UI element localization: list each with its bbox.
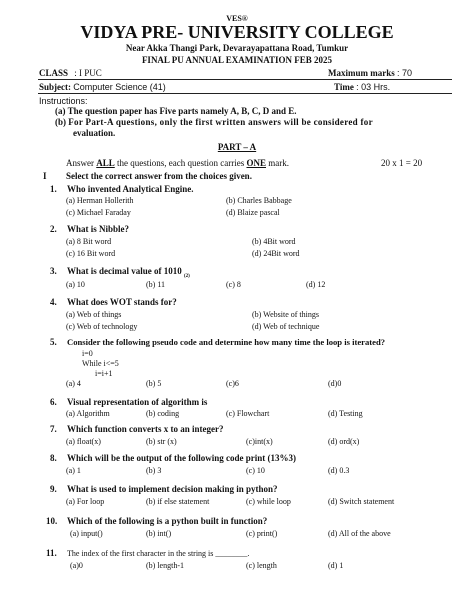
question-number: 4. [50, 297, 57, 307]
time-info [334, 82, 390, 92]
base-subscript: (2) [184, 273, 190, 279]
option: (d) Testing [328, 409, 363, 418]
max-marks-label: Maximum marks [328, 68, 395, 78]
subject-label: Subject: [39, 82, 71, 92]
instruction-text: For Part-A questions, only the first written answers will be considered for [68, 117, 373, 127]
society-mark: VES® [226, 14, 248, 23]
exam-title: FINAL PU ANNUAL EXAMINATION FEB 2025 [141, 55, 333, 65]
option: (c)int(x) [246, 437, 273, 446]
section-marker: I [43, 171, 47, 181]
question-1 [50, 184, 194, 194]
option: (d) Blaize pascal [226, 208, 280, 217]
question-text: What is Nibble? [67, 224, 130, 234]
question-7 [50, 424, 224, 434]
option: (d) ord(x) [328, 437, 360, 446]
question-5 [50, 337, 385, 347]
option: (b) 3 [146, 466, 162, 475]
question-number: 5. [50, 337, 57, 347]
question-number: 9. [50, 484, 57, 494]
code-line: i=i+1 [95, 369, 113, 378]
option: (b) int() [146, 529, 172, 538]
option: (c) print() [246, 529, 278, 538]
option: (c) 10 [246, 466, 265, 475]
option: (c) Michael Faraday [66, 208, 131, 217]
option: (b) Website of things [252, 310, 319, 319]
code-line: While i<=5 [82, 359, 119, 368]
max-marks [328, 68, 412, 78]
question-number: 1. [50, 184, 57, 194]
question-4 [50, 297, 177, 307]
option: (d) 24Bit word [252, 249, 300, 258]
question-8 [50, 453, 296, 463]
instruction-marker: (a) [55, 106, 66, 116]
option: (a) 8 Bit word [66, 237, 112, 246]
part-instruction-text: the questions, each question carries [114, 158, 247, 168]
question-number: 10. [46, 516, 58, 526]
option: (b) str (x) [146, 437, 177, 446]
instruction-b-continued: evaluation. [73, 128, 116, 138]
emphasis-all: ALL [96, 158, 115, 168]
question-text: What does WOT stands for? [67, 297, 177, 307]
question-text: Visual representation of algorithm is [67, 397, 208, 407]
option: (c) 8 [226, 280, 241, 289]
option: (a) Web of things [66, 310, 122, 319]
class-value: : I PUC [74, 68, 102, 78]
question-text: What is used to implement decision making in python? [67, 484, 278, 494]
question-text: The index of the first character in the string is ________. [67, 549, 250, 558]
college-address: Near Akka Thangi Park, Devarayapattana Road, Tumkur [125, 43, 349, 53]
part-title: PART – A [217, 142, 257, 152]
question-number: 2. [50, 224, 57, 234]
part-instruction-text: Answer [66, 158, 97, 168]
instruction-text: The question paper has Five parts namely A, B, C, D and E. [67, 106, 297, 116]
question-3 [50, 266, 190, 279]
instructions-heading: Instructions: [39, 96, 88, 106]
time-value: : 03 Hrs. [356, 82, 391, 92]
option: (a) Algorithm [66, 409, 110, 418]
subject-divider [38, 93, 452, 94]
part-marks: 20 x 1 = 20 [381, 158, 423, 168]
subject-info [39, 82, 166, 92]
emphasis-one: ONE [246, 158, 266, 168]
max-marks-value: : 70 [397, 68, 413, 78]
option: (b) 4Bit word [252, 237, 296, 246]
option: (b) Charles Babbage [226, 196, 292, 205]
option: (a)0 [70, 561, 83, 570]
question-11 [46, 548, 249, 558]
question-6 [50, 397, 207, 407]
question-text: Consider the following pseudo code and determine how many time the loop is iterated? [67, 337, 386, 347]
option: (d)0 [328, 379, 342, 388]
question-number: 11. [46, 548, 57, 558]
time-label: Time [334, 82, 354, 92]
option: (a) input() [70, 529, 103, 538]
option: (c) 16 Bit word [66, 249, 116, 258]
instruction-a [55, 106, 296, 116]
option: (c) Web of technology [66, 322, 138, 331]
option: (c)6 [226, 379, 239, 388]
option: (d) Switch statement [328, 497, 395, 506]
option: (b) if else statement [146, 497, 210, 506]
option: (a) Herman Hollerith [66, 196, 134, 205]
instruction-marker: (b) [55, 117, 66, 127]
option: (a) float(x) [66, 437, 101, 446]
question-text: Which of the following is a python built in function? [67, 516, 268, 526]
part-instruction [66, 158, 289, 168]
section-instruction: Select the correct answer from the choices given. [66, 171, 252, 181]
option: (a) 10 [66, 280, 85, 289]
question-10 [46, 516, 267, 526]
college-name: VIDYA PRE- UNIVERSITY COLLEGE [80, 22, 394, 42]
question-text: Which function converts x to an integer? [67, 424, 224, 434]
question-9 [50, 484, 278, 494]
option: (a) For loop [66, 497, 105, 506]
option: (d) 0.3 [328, 466, 350, 475]
header-divider [38, 79, 452, 80]
question-text: Which will be the output of the following code print (13%3) [67, 453, 297, 463]
code-line: i=0 [82, 349, 93, 358]
part-instruction-text: mark. [266, 158, 289, 168]
option: (c) while loop [246, 497, 291, 506]
question-number: 3. [50, 266, 57, 276]
option: (d) Web of technique [252, 322, 320, 331]
option: (a) 4 [66, 379, 81, 388]
option: (c) length [246, 561, 277, 570]
question-text: What is decimal value of 1010 [67, 266, 182, 276]
question-number: 8. [50, 453, 57, 463]
class-info [39, 68, 102, 78]
option: (c) Flowchart [226, 409, 270, 418]
class-label: CLASS [39, 68, 69, 78]
option: (b) length-1 [146, 561, 184, 570]
option: (b) coding [146, 409, 180, 418]
question-number: 6. [50, 397, 57, 407]
question-number: 7. [50, 424, 57, 434]
option: (b) 11 [146, 280, 166, 289]
question-2 [50, 224, 129, 234]
subject-value: Computer Science (41) [73, 82, 166, 92]
option: (d) All of the above [328, 529, 391, 538]
option: (b) 5 [146, 379, 162, 388]
option: (d) 12 [306, 280, 326, 289]
instruction-b [55, 117, 373, 127]
option: (d) 1 [328, 561, 344, 570]
option: (a) 1 [66, 466, 81, 475]
question-text: Who invented Analytical Engine. [67, 184, 194, 194]
